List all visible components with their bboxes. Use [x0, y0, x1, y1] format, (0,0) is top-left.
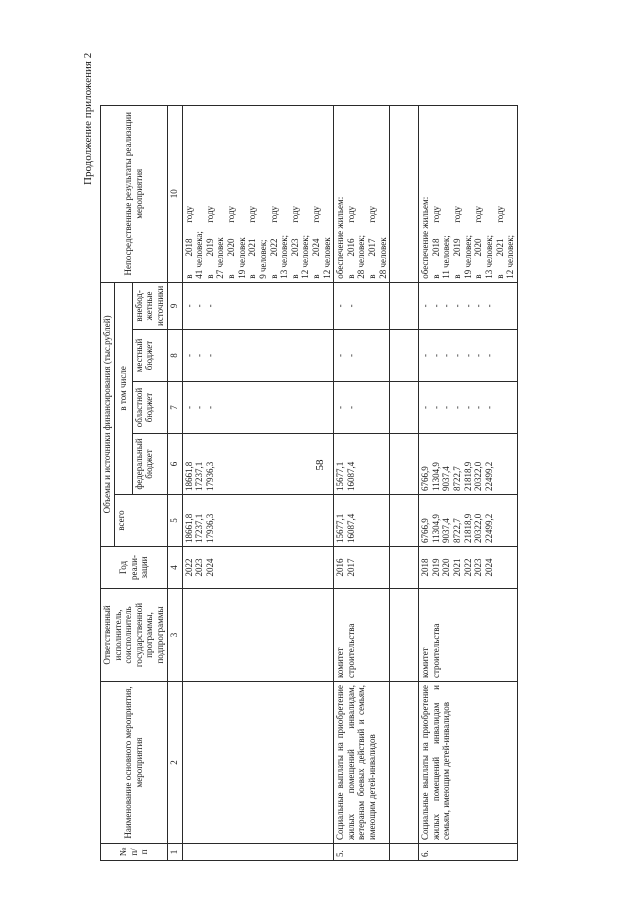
- result-line: 27 человек: [215, 237, 226, 279]
- table-row: [334, 105, 390, 860]
- row-extra: [334, 282, 390, 329]
- row-years: [182, 547, 334, 589]
- total-value: 15677,1: [335, 513, 346, 543]
- regional-value: -: [183, 406, 194, 409]
- header-num: № п/п: [101, 844, 168, 861]
- page-number: 58: [314, 459, 326, 471]
- header-executor: Ответственный исполнитель, соисполнитель государственной программы, подпрограммы: [101, 589, 168, 682]
- local-value: -: [345, 354, 356, 357]
- federal-value: 8722,7: [452, 466, 463, 491]
- total-value: 16087,4: [345, 513, 356, 543]
- column-number: 2: [167, 682, 182, 844]
- local-value: -: [441, 354, 452, 357]
- result-line: обеспечение жильем:: [420, 196, 431, 279]
- spacer-cell: [390, 844, 419, 861]
- result-line: 19 человек: [236, 237, 247, 279]
- row-local: [419, 330, 517, 382]
- header-total: всего: [114, 495, 167, 547]
- total-value: 9037,4: [441, 518, 452, 543]
- result-line: в 2018 году: [430, 205, 441, 279]
- local-value: -: [204, 354, 215, 357]
- result-line: в 2020 году: [473, 205, 484, 279]
- year-value: 2023: [473, 558, 484, 577]
- result-line: обеспечение жильем:: [335, 196, 346, 279]
- row-executor: комитет строительства: [334, 589, 390, 682]
- extra-value: -: [483, 304, 494, 308]
- header-federal: федеральный бюджет: [132, 434, 167, 495]
- result-line: в 2018 году: [183, 205, 194, 279]
- row-regional: [334, 382, 390, 434]
- regional-value: -: [420, 406, 431, 409]
- regional-value: -: [345, 406, 356, 409]
- column-number: 8: [167, 330, 182, 382]
- column-number: 4: [167, 547, 182, 589]
- column-number: 1: [167, 844, 182, 861]
- header-local: местный бюджет: [132, 330, 167, 382]
- year-value: 2016: [335, 558, 346, 577]
- row-results: [334, 105, 390, 282]
- result-line: 9 человек;: [257, 239, 268, 279]
- result-line: 13 человек;: [279, 234, 290, 279]
- header-row-1: [101, 105, 115, 860]
- year-value: 2018: [420, 558, 431, 577]
- row-results: [182, 105, 334, 282]
- year-value: 2022: [183, 558, 194, 577]
- result-line: в 2017 году: [367, 205, 378, 279]
- result-line: 28 человек: [377, 237, 388, 279]
- extra-value: -: [335, 304, 346, 308]
- row-executor: комитет строительства: [419, 589, 517, 682]
- header-name: Наименование основного мероприятия, мероприятия: [101, 682, 168, 844]
- column-number: 10: [167, 105, 182, 282]
- row-results: [419, 105, 517, 282]
- row-spacer: [390, 105, 419, 860]
- regional-value: -: [483, 406, 494, 409]
- row-federal: [182, 434, 334, 495]
- result-line: в 2020 году: [226, 205, 237, 279]
- row-total: [334, 495, 390, 547]
- local-value: -: [335, 354, 346, 357]
- result-line: в 2021 году: [494, 205, 505, 279]
- regional-value: -: [462, 406, 473, 409]
- result-line: 11 человек;: [441, 235, 452, 279]
- header-financing: Объемы и источники финансирования (тыс.рублей): [101, 282, 115, 546]
- regional-value: -: [452, 406, 463, 409]
- year-value: 2024: [483, 558, 494, 577]
- row-local: [334, 330, 390, 382]
- result-line: 12 человек;: [505, 234, 516, 279]
- total-value: 17936,3: [204, 513, 215, 543]
- regional-value: -: [204, 406, 215, 409]
- result-line: в 2024 году: [310, 205, 321, 279]
- spacer-cell: [390, 382, 419, 434]
- row-regional: [419, 382, 517, 434]
- federal-value: 21818,9: [462, 461, 473, 491]
- local-value: -: [473, 354, 484, 357]
- local-value: -: [194, 354, 205, 357]
- row-name: Социальные выплаты на приобретение жилых помещений инвалидам, ветеранам боевых действий и семьям, имеющим детей-инвалидов: [334, 682, 390, 844]
- federal-value: 11304,9: [430, 462, 441, 491]
- total-value: 22499,2: [483, 513, 494, 543]
- federal-value: 6766,9: [420, 466, 431, 491]
- federal-value: 9037,4: [441, 466, 452, 491]
- result-line: в 2019 году: [204, 205, 215, 279]
- result-line: в 2023 году: [289, 205, 300, 279]
- spacer-cell: [390, 105, 419, 282]
- regional-value: -: [335, 406, 346, 409]
- local-value: -: [462, 354, 473, 357]
- header-extrabudget: внебюд-жетные источники: [132, 282, 167, 329]
- row-executor: [182, 589, 334, 682]
- spacer-cell: [390, 434, 419, 495]
- row-num: [182, 844, 334, 861]
- result-line: 12 человек: [321, 237, 332, 279]
- extra-value: -: [183, 304, 194, 308]
- extra-value: -: [452, 304, 463, 308]
- federal-value: 22499,2: [483, 461, 494, 491]
- extra-value: -: [473, 304, 484, 308]
- spacer-cell: [390, 589, 419, 682]
- year-value: 2019: [430, 558, 441, 577]
- result-line: в 2021 году: [247, 205, 258, 279]
- column-number: 3: [167, 589, 182, 682]
- header-regional: областной бюджет: [132, 382, 167, 434]
- column-number: 9: [167, 282, 182, 329]
- appendix-title: Продолжение приложения 2: [82, 52, 94, 185]
- row-total: [419, 495, 517, 547]
- federal-value: 20322,0: [473, 461, 484, 491]
- header-results: Непосредственные результаты реализации мероприятия: [101, 105, 168, 282]
- row-federal: [334, 434, 390, 495]
- result-line: в 2019 году: [452, 205, 463, 279]
- regional-value: -: [430, 406, 441, 409]
- total-value: 17237,1: [194, 513, 205, 543]
- spacer-cell: [390, 547, 419, 589]
- year-value: 2023: [194, 558, 205, 577]
- total-value: 8722,7: [452, 518, 463, 543]
- spacer-cell: [390, 330, 419, 382]
- result-line: 12 человек;: [300, 234, 311, 279]
- spacer-cell: [390, 282, 419, 329]
- column-number: 7: [167, 382, 182, 434]
- header-in-that-number: в том числе: [114, 282, 132, 494]
- extra-value: -: [462, 304, 473, 308]
- regional-value: -: [441, 406, 452, 409]
- total-value: 6766,9: [420, 518, 431, 543]
- year-value: 2020: [441, 558, 452, 577]
- column-number: 6: [167, 434, 182, 495]
- row-name: [182, 682, 334, 844]
- local-value: -: [430, 354, 441, 357]
- result-line: в 2016 году: [345, 205, 356, 279]
- row-total: [182, 495, 334, 547]
- regional-value: -: [473, 406, 484, 409]
- federal-value: 16087,4: [345, 461, 356, 491]
- local-value: -: [483, 354, 494, 357]
- table-row: [182, 105, 334, 860]
- year-value: 2021: [452, 558, 463, 577]
- extra-value: -: [420, 304, 431, 308]
- spacer-cell: [390, 495, 419, 547]
- federal-value: 17936,3: [204, 461, 215, 491]
- federal-value: 15677,1: [335, 461, 346, 491]
- result-line: 28 человек;: [356, 234, 367, 279]
- row-years: [334, 547, 390, 589]
- extra-value: -: [441, 304, 452, 308]
- result-line: 19 человек;: [462, 234, 473, 279]
- row-federal: [419, 434, 517, 495]
- extra-value: -: [204, 304, 215, 308]
- regional-value: -: [194, 406, 205, 409]
- year-value: 2024: [204, 558, 215, 577]
- year-value: 2022: [462, 558, 473, 577]
- federal-value: 17237,1: [194, 461, 205, 491]
- spacer-cell: [390, 682, 419, 844]
- table-row: [419, 105, 517, 860]
- extra-value: -: [194, 304, 205, 308]
- column-number: 5: [167, 495, 182, 547]
- result-line: 13 человек;: [483, 234, 494, 279]
- financing-table: [100, 105, 518, 861]
- row-local: [182, 330, 334, 382]
- row-name: Социальные выплаты на приобретение жилых помещений инвалидам и семьям, имеющим детей-инвалидов: [419, 682, 517, 844]
- header-year: Год реали-зации: [101, 547, 168, 589]
- total-value: 11304,9: [430, 514, 441, 543]
- result-line: в 2022 году: [268, 205, 279, 279]
- column-number-row: [167, 105, 182, 860]
- total-value: 21818,9: [462, 513, 473, 543]
- local-value: -: [452, 354, 463, 357]
- result-line: 41 человека;: [194, 231, 205, 279]
- row-num: 6.: [419, 844, 517, 861]
- extra-value: -: [345, 304, 356, 308]
- row-extra: [419, 282, 517, 329]
- total-value: 20322,0: [473, 513, 484, 543]
- federal-value: 18661,8: [183, 461, 194, 491]
- local-value: -: [183, 354, 194, 357]
- row-years: [419, 547, 517, 589]
- year-value: 2017: [345, 558, 356, 577]
- local-value: -: [420, 354, 431, 357]
- row-regional: [182, 382, 334, 434]
- total-value: 18661,8: [183, 513, 194, 543]
- row-num: 5.: [334, 844, 390, 861]
- row-extra: [182, 282, 334, 329]
- extra-value: -: [430, 304, 441, 308]
